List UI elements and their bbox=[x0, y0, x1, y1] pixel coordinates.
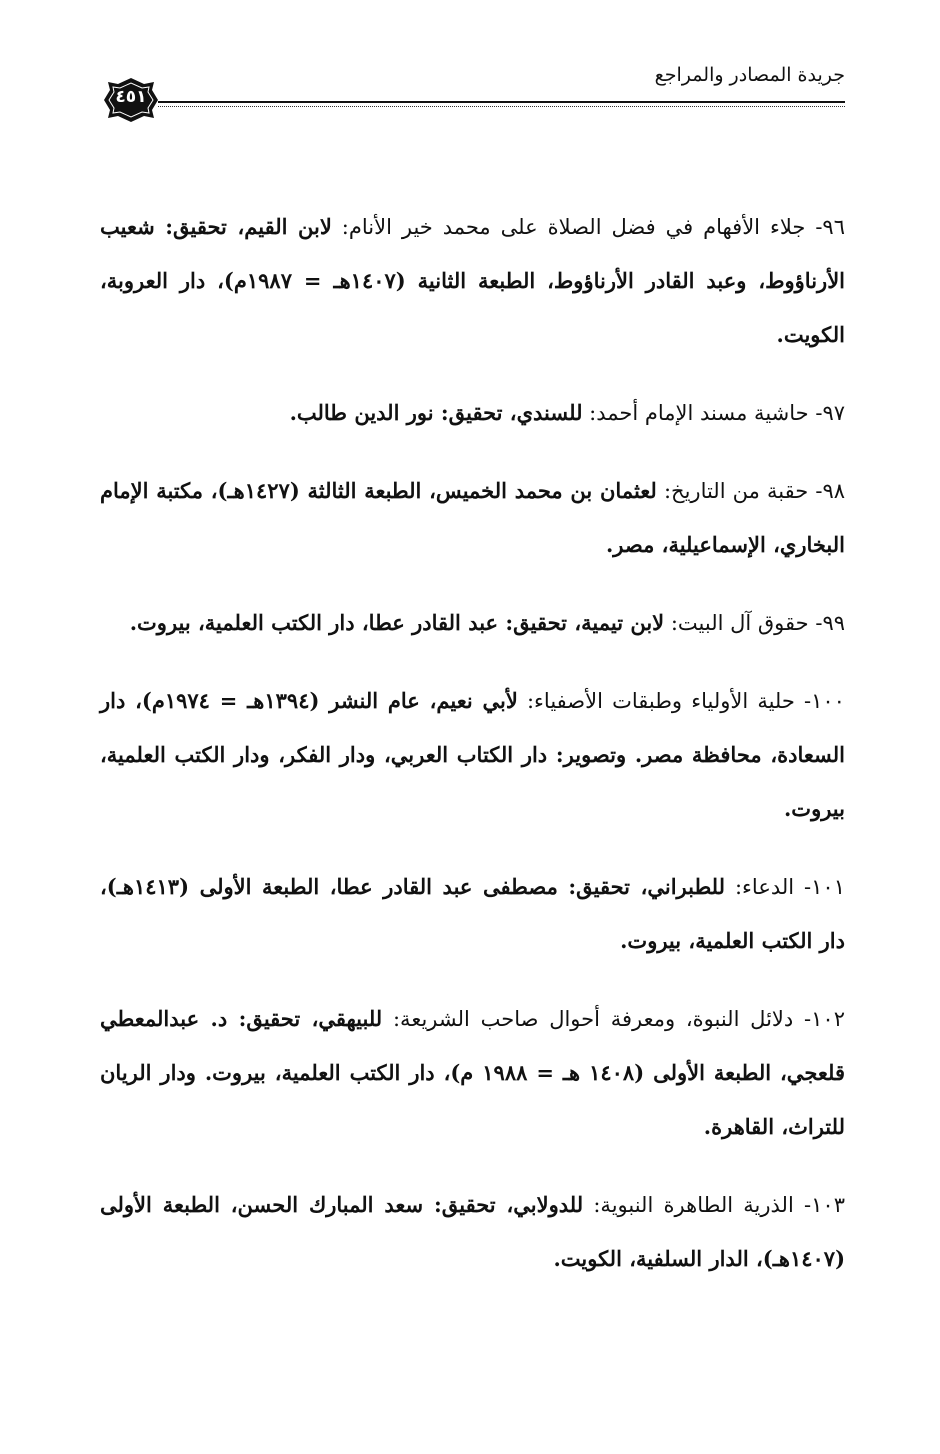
entry-number: ١٠٢- bbox=[804, 1007, 845, 1031]
reference-entry bbox=[100, 200, 845, 362]
reference-entry bbox=[100, 386, 845, 440]
reference-entry bbox=[100, 674, 845, 836]
header-rule-dotted bbox=[158, 106, 845, 107]
entry-title: جلاء الأفهام في فضل الصلاة على محمد خير الأنام: bbox=[341, 215, 806, 239]
entry-details: لابن تيمية، تحقيق: عبد القادر عطا، دار الكتب العلمية، بيروت. bbox=[129, 610, 665, 635]
reference-entry bbox=[100, 992, 845, 1154]
entry-title: حلية الأولياء وطبقات الأصفياء: bbox=[526, 689, 795, 713]
entry-number: ٩٩- bbox=[815, 611, 845, 635]
entry-details: لأبي نعيم، عام النشر (١٣٩٤هـ = ١٩٧٤م)، دار السعادة، محافظة مصر. وتصوير: دار الكتاب العربي، ودار الفكر، ودار الكتب العلمية، بيروت. bbox=[100, 688, 845, 821]
entry-title: الذرية الطاهرة النبوية: bbox=[593, 1193, 794, 1217]
entry-details: لابن القيم، تحقيق: شعيب الأرناؤوط، وعبد القادر الأرناؤوط، الطبعة الثانية (١٤٠٧هـ = ١٩٨٧م)، دار العروبة، الكويت. bbox=[100, 214, 845, 347]
entry-number: ٩٨- bbox=[815, 479, 845, 503]
page-header bbox=[100, 64, 845, 122]
header-rule bbox=[158, 101, 845, 103]
entry-number: ١٠٠- bbox=[804, 689, 845, 713]
entry-details: للبيهقي، تحقيق: د. عبدالمعطي قلعجي، الطبعة الأولى (١٤٠٨ هـ = ١٩٨٨ م)، دار الكتب العلمية، بيروت. ودار الريان للتراث، القاهرة. bbox=[100, 1006, 845, 1139]
entry-details: للسندي، تحقيق: نور الدين طالب. bbox=[289, 400, 583, 425]
reference-entry bbox=[100, 860, 845, 968]
entry-title: الدعاء: bbox=[734, 875, 795, 899]
entry-title: حقوق آل البيت: bbox=[670, 611, 809, 635]
page-number-badge bbox=[100, 78, 162, 122]
entry-number: ٩٦- bbox=[815, 215, 845, 239]
reference-entry bbox=[100, 596, 845, 650]
running-title: جريدة المصادر والمراجع bbox=[654, 64, 845, 86]
entry-details: للطبراني، تحقيق: مصطفى عبد القادر عطا، الطبعة الأولى (١٤١٣هـ)، دار الكتب العلمية، بيروت. bbox=[100, 874, 845, 953]
entry-title: حقبة من التاريخ: bbox=[663, 479, 809, 503]
reference-entry bbox=[100, 464, 845, 572]
entry-details: للدولابي، تحقيق: سعد المبارك الحسن، الطبعة الأولى (١٤٠٧هـ)، الدار السلفية، الكويت. bbox=[100, 1192, 845, 1271]
references-list bbox=[100, 200, 845, 1310]
entry-details: لعثمان بن محمد الخميس، الطبعة الثالثة (١٤٢٧هـ)، مكتبة الإمام البخاري، الإسماعيلية، مصر. bbox=[100, 478, 845, 557]
entry-number: ٩٧- bbox=[815, 401, 845, 425]
page-number: ٤٥١ bbox=[115, 87, 147, 107]
entry-title: حاشية مسند الإمام أحمد: bbox=[589, 401, 809, 425]
entry-title: دلائل النبوة، ومعرفة أحوال صاحب الشريعة: bbox=[392, 1007, 794, 1031]
reference-entry bbox=[100, 1178, 845, 1286]
entry-number: ١٠١- bbox=[804, 875, 845, 899]
entry-number: ١٠٣- bbox=[804, 1193, 845, 1217]
